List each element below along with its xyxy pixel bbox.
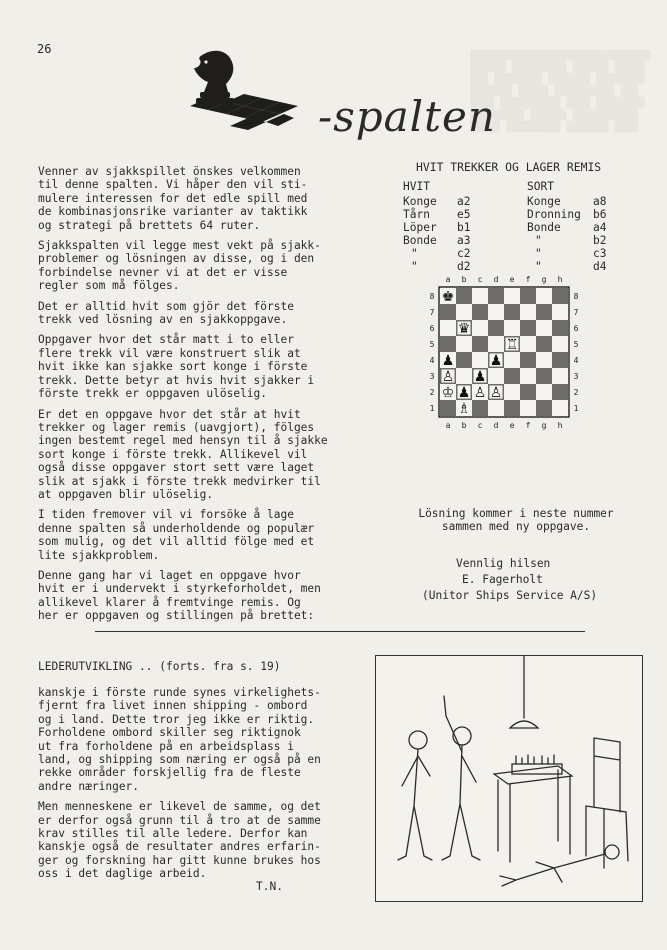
intro-text bbox=[38, 165, 343, 630]
author-name: E. Fagerholt bbox=[462, 573, 543, 586]
dark-square bbox=[504, 368, 520, 384]
black-piece-square: b2 bbox=[593, 234, 607, 247]
chess-piece-a2: ♔ bbox=[441, 385, 455, 401]
light-square bbox=[536, 320, 552, 336]
black-piece-name: " bbox=[535, 234, 542, 247]
black-piece-square: b6 bbox=[593, 208, 607, 221]
black-piece-square: a8 bbox=[593, 195, 607, 208]
white-piece-name: " bbox=[411, 260, 418, 273]
file-label-bottom: e bbox=[509, 421, 515, 430]
rank-label-right: 5 bbox=[573, 340, 579, 349]
rank-label-left: 8 bbox=[429, 292, 435, 301]
dark-square bbox=[552, 320, 568, 336]
file-label-bottom: b bbox=[461, 421, 467, 430]
white-piece-square: a2 bbox=[457, 195, 471, 208]
intro-paragraph: Det er alltid hvit som gjör det förste trekk ved lösning av en sjakkoppgave. bbox=[38, 299, 294, 327]
light-square bbox=[504, 352, 520, 368]
light-square bbox=[504, 288, 520, 304]
chess-piece-a4: ♟ bbox=[441, 353, 455, 369]
dark-square bbox=[440, 304, 456, 320]
rank-label-left: 7 bbox=[429, 308, 435, 317]
dark-square bbox=[488, 288, 504, 304]
light-square bbox=[552, 304, 568, 320]
white-piece-square: b1 bbox=[457, 221, 471, 234]
dark-square bbox=[520, 384, 536, 400]
article-paragraph: kanskje i förste runde synes virkelighets- fjernt fra livet innen shipping - ombord og i land. Dette tror jeg ikke er riktig. Forholdene ombord skiller seg riktignok ut fra forholdene på en arbeidsplass i land, og shipping som næring er også på en rekke områder forskjellig fra de fleste andre næringer. bbox=[38, 686, 321, 793]
cartoon-drawing bbox=[376, 656, 642, 901]
light-square bbox=[552, 400, 568, 416]
rank-label-left: 3 bbox=[429, 372, 435, 381]
dark-square bbox=[472, 336, 488, 352]
bleed-through-texture: ▒▒▒▒▒▒▒▒▒▒▒▒▒▒▒▒▒▒▒▒▒▒▒▒▒▒▒▒▒▒ ▒▒▒▒▒▒ ▒▒▒▒▒▒▒▒▒ ▒▒▒▒▒▒ ▒▒▒▒▒ ▒▒▒ ▒▒▒▒▒▒▒▒ ▒▒▒▒▒▒▒ ▒▒▒▒▒▒▒▒ ▒▒▒▒▒▒▒ ▒▒▒▒▒ ▒▒▒▒▒▒▒▒▒▒ ▒▒▒ ▒▒▒▒ ▒▒▒▒▒▒▒▒▒▒ ▒▒▒▒ ▒▒▒▒▒▒▒▒ ▒▒▒▒▒▒▒▒▒ ▒▒▒▒▒▒ ▒▒▒▒▒▒▒▒▒▒▒ ▒▒▒▒▒ ▒▒▒▒▒▒▒▒▒ ▒▒▒▒▒▒▒ ▒▒▒▒ bbox=[470, 50, 651, 133]
dark-square bbox=[504, 400, 520, 416]
light-square bbox=[504, 320, 520, 336]
light-square bbox=[472, 288, 488, 304]
file-label-bottom: h bbox=[557, 421, 563, 430]
intro-paragraph: Oppgaver hvor det står matt i to eller flere trekk vil være konstruert slik at hvit ikke kan sjakke sort konge i förste trekk. Dette betyr at hvis hvit sjakker i förste trekk er oppgaven ulöselig. bbox=[38, 333, 315, 401]
file-label-top: e bbox=[509, 275, 515, 284]
rank-label-left: 1 bbox=[429, 404, 435, 413]
white-piece-square: c2 bbox=[457, 247, 471, 260]
black-piece-name: " bbox=[535, 260, 542, 273]
light-square bbox=[440, 320, 456, 336]
dark-square bbox=[520, 352, 536, 368]
rank-label-right: 3 bbox=[573, 372, 579, 381]
light-square bbox=[520, 304, 536, 320]
light-square bbox=[472, 320, 488, 336]
file-label-top: c bbox=[477, 275, 483, 284]
dark-square bbox=[536, 304, 552, 320]
file-label-bottom: f bbox=[525, 421, 531, 430]
light-square bbox=[536, 384, 552, 400]
black-piece-name: " bbox=[535, 247, 542, 260]
dark-square bbox=[520, 288, 536, 304]
file-label-top: d bbox=[493, 275, 499, 284]
dark-square bbox=[552, 288, 568, 304]
black-piece-name: Konge bbox=[527, 195, 561, 208]
white-piece-name: Löper bbox=[403, 221, 437, 234]
intro-paragraph: Venner av sjakkspillet önskes velkommen til denne spalten. Vi håper den vil sti- mulere interessen for det edle spill med de kombinasjonsrike varianter av taktikk og strategi på brettets 64 ruter. bbox=[38, 165, 308, 232]
rank-label-right: 8 bbox=[573, 292, 579, 301]
black-piece-square: d4 bbox=[593, 260, 607, 273]
file-label-top: f bbox=[525, 275, 531, 284]
author-company: (Unitor Ships Service A/S) bbox=[422, 589, 598, 602]
light-square bbox=[472, 352, 488, 368]
chess-piece-e5: ♖ bbox=[505, 337, 519, 353]
greeting: Vennlig hilsen bbox=[456, 557, 551, 570]
dark-square bbox=[472, 304, 488, 320]
dark-square bbox=[552, 384, 568, 400]
chess-piece-a8: ♚ bbox=[441, 289, 455, 305]
light-square bbox=[520, 400, 536, 416]
chess-piece-d2: ♙ bbox=[489, 385, 503, 401]
dark-square bbox=[552, 352, 568, 368]
page-number: 26 bbox=[37, 42, 52, 56]
chess-piece-c3: ♟ bbox=[473, 369, 487, 385]
black-piece-square: c3 bbox=[593, 247, 607, 260]
dark-square bbox=[536, 368, 552, 384]
dark-square bbox=[488, 320, 504, 336]
intro-paragraph: Denne gang har vi laget en oppgave hvor hvit er i undervekt i styrkeforholdet, men allikevel klarer å fremtvinge remis. Og her er oppgaven og stillingen på brettet: bbox=[38, 568, 321, 623]
rank-label-right: 4 bbox=[573, 356, 579, 365]
file-label-top: a bbox=[445, 275, 451, 284]
problem-title: HVIT TREKKER OG LAGER REMIS bbox=[416, 160, 602, 174]
white-piece-name: Konge bbox=[403, 195, 437, 208]
black-piece-square: a4 bbox=[593, 221, 607, 234]
dark-square bbox=[440, 336, 456, 352]
black-piece-name: Dronning bbox=[527, 208, 581, 221]
light-square bbox=[488, 336, 504, 352]
black-header: SORT bbox=[527, 180, 554, 193]
white-piece-name: Bonde bbox=[403, 234, 437, 247]
dark-square bbox=[504, 304, 520, 320]
dark-square bbox=[440, 400, 456, 416]
file-label-bottom: g bbox=[541, 421, 547, 430]
light-square bbox=[536, 352, 552, 368]
light-square bbox=[488, 304, 504, 320]
signature-block bbox=[416, 556, 656, 604]
dark-square bbox=[536, 400, 552, 416]
chess-piece-d4: ♟ bbox=[489, 353, 503, 369]
black-piece-name: Bonde bbox=[527, 221, 561, 234]
dark-square bbox=[520, 320, 536, 336]
chess-board bbox=[420, 270, 592, 470]
light-square bbox=[520, 368, 536, 384]
light-square bbox=[488, 368, 504, 384]
white-piece-name: Tårn bbox=[403, 208, 430, 221]
light-square bbox=[504, 384, 520, 400]
intro-paragraph: I tiden fremover vil vi forsöke å lage denne spalten så underholdende og populær som mulig, og det vil alltid fölge med et lite sjakkproblem. bbox=[38, 508, 315, 562]
light-square bbox=[552, 336, 568, 352]
rank-label-left: 4 bbox=[429, 356, 435, 365]
column-title: -spalten bbox=[318, 92, 496, 141]
chess-piece-c2: ♙ bbox=[473, 385, 487, 401]
white-piece-square: a3 bbox=[457, 234, 471, 247]
file-label-top: g bbox=[541, 275, 547, 284]
rank-label-left: 6 bbox=[429, 324, 435, 333]
chess-piece-b2: ♟ bbox=[457, 385, 471, 401]
intro-paragraph: Er det en oppgave hvor det står at hvit trekker og lager remis (uavgjort), fölges ingen bestemt regel med hensyn til å sjakke sort konge i förste trekk. Allikevel vil også disse oppgaver stort sett være laget slik at sjakk i förste trekk medvirker til at oppgaven blir ulöselig. bbox=[38, 407, 328, 501]
article-text bbox=[38, 686, 358, 888]
cartoon-illustration bbox=[375, 655, 643, 902]
chess-board-diagram bbox=[420, 270, 592, 470]
rank-label-right: 7 bbox=[573, 308, 579, 317]
article-signature: T.N. bbox=[256, 880, 283, 893]
solution-note: Lösning kommer i neste nummer sammen med ny oppgave. bbox=[418, 507, 614, 533]
section-divider bbox=[95, 631, 585, 632]
light-square bbox=[456, 368, 472, 384]
file-label-bottom: c bbox=[477, 421, 483, 430]
rank-label-left: 2 bbox=[429, 388, 435, 397]
chess-knight-logo bbox=[170, 48, 320, 144]
article-paragraph: Men menneskene er likevel de samme, og det er derfor også grunn til å tro at de samme krav stilles til alle ledere. Derfor kan kanskje også de resultater andres erfarin- ger og forskning har gitt kunne brukes hos oss i det daglige arbeid. bbox=[38, 800, 321, 881]
chess-piece-b1: ♗ bbox=[457, 401, 471, 417]
dark-square bbox=[472, 400, 488, 416]
white-piece-square: d2 bbox=[457, 260, 471, 273]
file-label-top: h bbox=[557, 275, 563, 284]
chess-piece-a3: ♙ bbox=[441, 369, 455, 385]
white-piece-name: " bbox=[411, 247, 418, 260]
article-heading: LEDERUTVIKLING .. (forts. fra s. 19) bbox=[38, 660, 281, 673]
white-header: HVIT bbox=[403, 180, 430, 193]
file-label-bottom: a bbox=[445, 421, 451, 430]
rank-label-right: 1 bbox=[573, 404, 579, 413]
dark-square bbox=[536, 336, 552, 352]
white-piece-square: e5 bbox=[457, 208, 471, 221]
light-square bbox=[552, 368, 568, 384]
chess-piece-b6: ♛ bbox=[457, 321, 471, 337]
intro-paragraph: Sjakkspalten vil legge mest vekt på sjakk- problemer og lösningen av disse, og i den forbindelse nevner vi at det er visse regler som må fölges. bbox=[38, 239, 321, 293]
light-square bbox=[456, 304, 472, 320]
rank-label-left: 5 bbox=[429, 340, 435, 349]
dark-square bbox=[456, 352, 472, 368]
light-square bbox=[520, 336, 536, 352]
rank-label-right: 2 bbox=[573, 388, 579, 397]
dark-square bbox=[456, 288, 472, 304]
rank-label-right: 6 bbox=[573, 324, 579, 333]
light-square bbox=[536, 288, 552, 304]
light-square bbox=[488, 400, 504, 416]
file-label-bottom: d bbox=[493, 421, 499, 430]
light-square bbox=[456, 336, 472, 352]
file-label-top: b bbox=[461, 275, 467, 284]
